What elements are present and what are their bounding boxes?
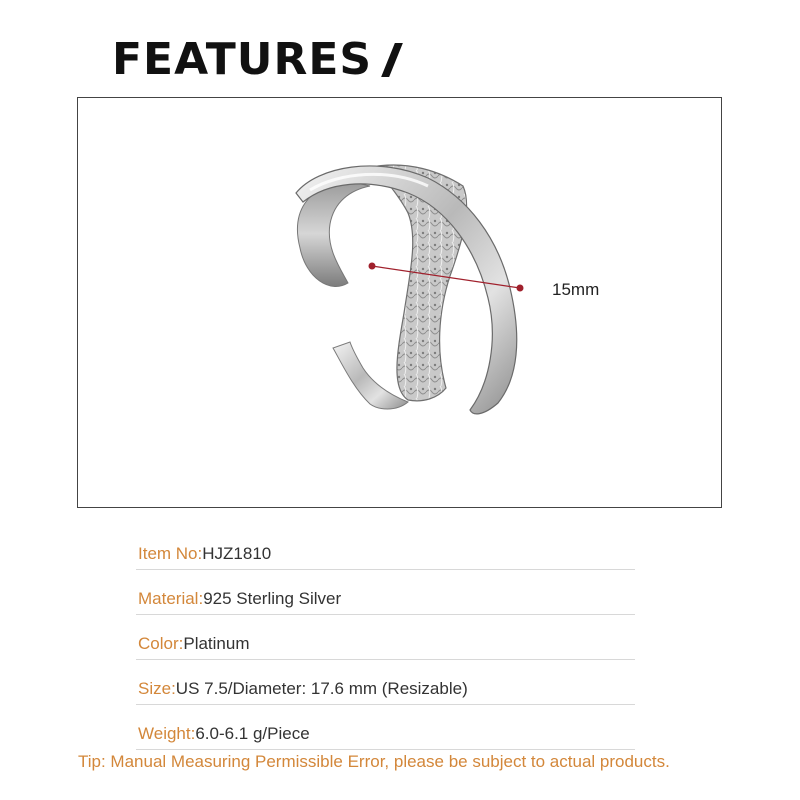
ring-image <box>78 98 721 507</box>
page-title: FEATURES <box>112 34 373 85</box>
measurement-start-marker <box>369 263 376 270</box>
spec-value: 925 Sterling Silver <box>203 589 342 608</box>
spec-key: Color: <box>138 634 184 653</box>
spec-row-weight <box>136 705 635 750</box>
measurement-end-marker <box>517 285 524 292</box>
specs-list <box>136 525 635 750</box>
spec-value: HJZ1810 <box>202 544 272 563</box>
spec-row-size <box>136 660 635 705</box>
product-photo <box>77 97 722 508</box>
spec-key: Weight: <box>138 724 196 743</box>
spec-row-material <box>136 570 635 615</box>
spec-key: Item No: <box>138 544 203 563</box>
spec-row-color <box>136 615 635 660</box>
spec-value: Platinum <box>183 634 250 653</box>
spec-value: 6.0-6.1 g/Piece <box>195 724 310 743</box>
spec-value: US 7.5/Diameter: 17.6 mm (Resizable) <box>175 679 468 698</box>
tip-text: Tip: Manual Measuring Permissible Error, please be subject to actual products. <box>78 752 670 771</box>
features-heading <box>112 34 396 86</box>
spec-row-item-no <box>136 525 635 570</box>
spec-key: Material: <box>138 589 204 608</box>
slash-icon <box>381 43 403 77</box>
spec-key: Size: <box>138 679 176 698</box>
dimension-label: 15mm <box>552 280 600 299</box>
